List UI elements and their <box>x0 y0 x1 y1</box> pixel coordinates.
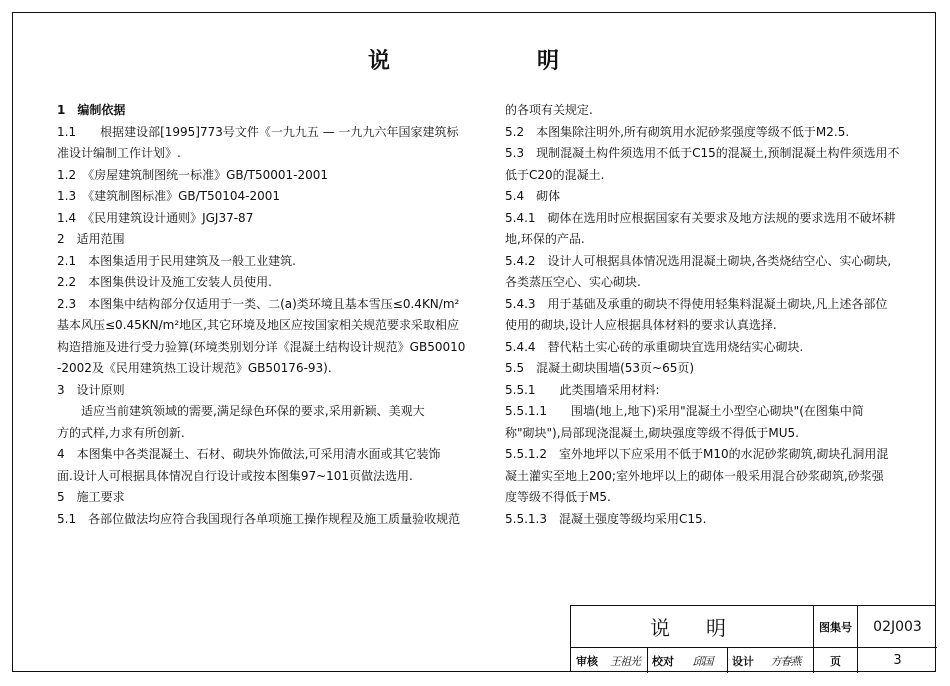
check-label: 校对 <box>652 654 674 668</box>
review-label: 审核 <box>576 654 598 668</box>
text-line: 5 施工要求 <box>57 490 125 504</box>
design-signature: 方春燕 <box>758 648 814 673</box>
text-line: 1.4 《民用建筑设计通则》JGJ37-87 <box>57 210 254 225</box>
title-block <box>570 605 936 672</box>
text-line: 使用的砌块,设计人应根据具体材料的要求认真选择. <box>505 318 777 332</box>
page-title-left: 说 <box>368 49 393 74</box>
text-line: 1.3 《建筑制图标准》GB/T50104-2001 <box>57 189 281 203</box>
text-line: 5.3 现制混凝土构件须选用不低于C15的混凝土,预制混凝土构件须选用不 <box>505 146 900 160</box>
text-line: 5.5.1 此类围墙采用材料: <box>505 382 660 397</box>
atlas-number: 02J003 <box>858 606 937 648</box>
page-label: 页 <box>814 648 858 673</box>
check-signature: 邱国 <box>678 648 728 673</box>
text-line: 5.4.2 设计人可根据具体情况选用混凝土砌块,各类烧结空心、实心砌块, <box>505 253 892 268</box>
text-line: 5.5.1.2 室外地坪以下应采用不低于M10的水泥砂浆砌筑,砌块孔洞用混 <box>505 447 889 461</box>
text-line: 4 本图集中各类混凝土、石材、砌块外饰做法,可采用清水面或其它装饰 <box>57 447 441 461</box>
text-line: 2.1 本图集适用于民用建筑及一般工业建筑. <box>57 253 296 268</box>
text-line: 的各项有关规定. <box>505 103 593 117</box>
text-line: 低于C20的混凝土. <box>505 167 605 182</box>
text-line: 凝土灌实至地上200;室外地坪以上的砌体一般采用混合砂浆砌筑,砂浆强 <box>505 468 884 483</box>
text-line: 5.4.1 砌体在选用时应根据国家有关要求及地方法规的要求选用不破坏耕 <box>505 210 896 225</box>
text-line: 基本风压≤0.45KN/m²地区,其它环境及地区应按国家相关规范要求采取相应 <box>57 318 459 332</box>
text-line: 1.2 《房屋建筑制图统一标准》GB/T50001-2001 <box>57 167 329 182</box>
text-line: 2.3 本图集中结构部分仅适用于一类、二(a)类环境且基本雪压≤0.4KN/m² <box>57 296 460 311</box>
page-title-right: 明 <box>537 49 562 74</box>
text-line: 适应当前建筑领域的需要,满足绿色环保的要求,采用新颖、美观大 <box>57 404 425 418</box>
text-line: 2.2 本图集供设计及施工安装人员使用. <box>57 275 272 289</box>
text-line: 称"砌块"),局部现浇混凝土,砌块强度等级不得低于MU5. <box>505 425 799 440</box>
text-line: 方的式样,力求有所创新. <box>57 425 185 440</box>
text-line: 3 设计原则 <box>57 382 125 397</box>
text-line: 1.1 根据建设部[1995]773号文件《一九九五 — 一九九六年国家建筑标 <box>57 124 459 139</box>
title-block-name: 说 明 <box>571 606 814 648</box>
right-text-column <box>505 100 900 530</box>
text-line: 1 编制依据 <box>57 103 126 117</box>
text-line: 5.5 混凝土砌块围墙(53页~65页) <box>505 361 695 375</box>
text-line: 面.设计人可根据具体情况自行设计或按本图集97~101页做法选用. <box>57 468 413 483</box>
text-line: 5.1 各部位做法均应符合我国现行各单项施工操作规程及施工质量验收规范 <box>57 511 461 526</box>
text-line: 5.4.3 用于基础及承重的砌块不得使用轻集料混凝土砌块,凡上述各部位 <box>505 296 888 311</box>
design-label: 设计 <box>732 654 754 668</box>
text-line: -2002及《民用建筑热工设计规范》GB50176-93). <box>57 361 332 375</box>
text-line: 各类蒸压空心、实心砌块. <box>505 275 641 289</box>
text-line: 准设计编制工作计划》. <box>57 146 181 160</box>
text-line: 5.4.4 替代粘土实心砖的承重砌块宜选用烧结实心砌块. <box>505 339 804 354</box>
page-number: 3 <box>893 653 902 668</box>
left-text-column <box>57 100 466 530</box>
text-line: 5.2 本图集除注明外,所有砌筑用水泥砂浆强度等级不低于M2.5. <box>505 124 850 139</box>
text-line: 5.4 砌体 <box>505 189 561 203</box>
text-line: 构造措施及进行受力验算(环境类别划分详《混凝土结构设计规范》GB50010 <box>57 339 466 354</box>
text-line: 地,环保的产品. <box>505 232 585 246</box>
review-signature: 王祖光 <box>603 648 648 673</box>
text-line: 5.5.1.1 围墙(地上,地下)采用"混凝土小型空心砌块"(在图集中简 <box>505 404 864 418</box>
text-line: 5.5.1.3 混凝土强度等级均采用C15. <box>505 511 707 526</box>
text-line: 2 适用范围 <box>57 232 125 246</box>
atlas-label: 图集号 <box>814 606 858 648</box>
text-line: 度等级不得低于M5. <box>505 490 611 504</box>
